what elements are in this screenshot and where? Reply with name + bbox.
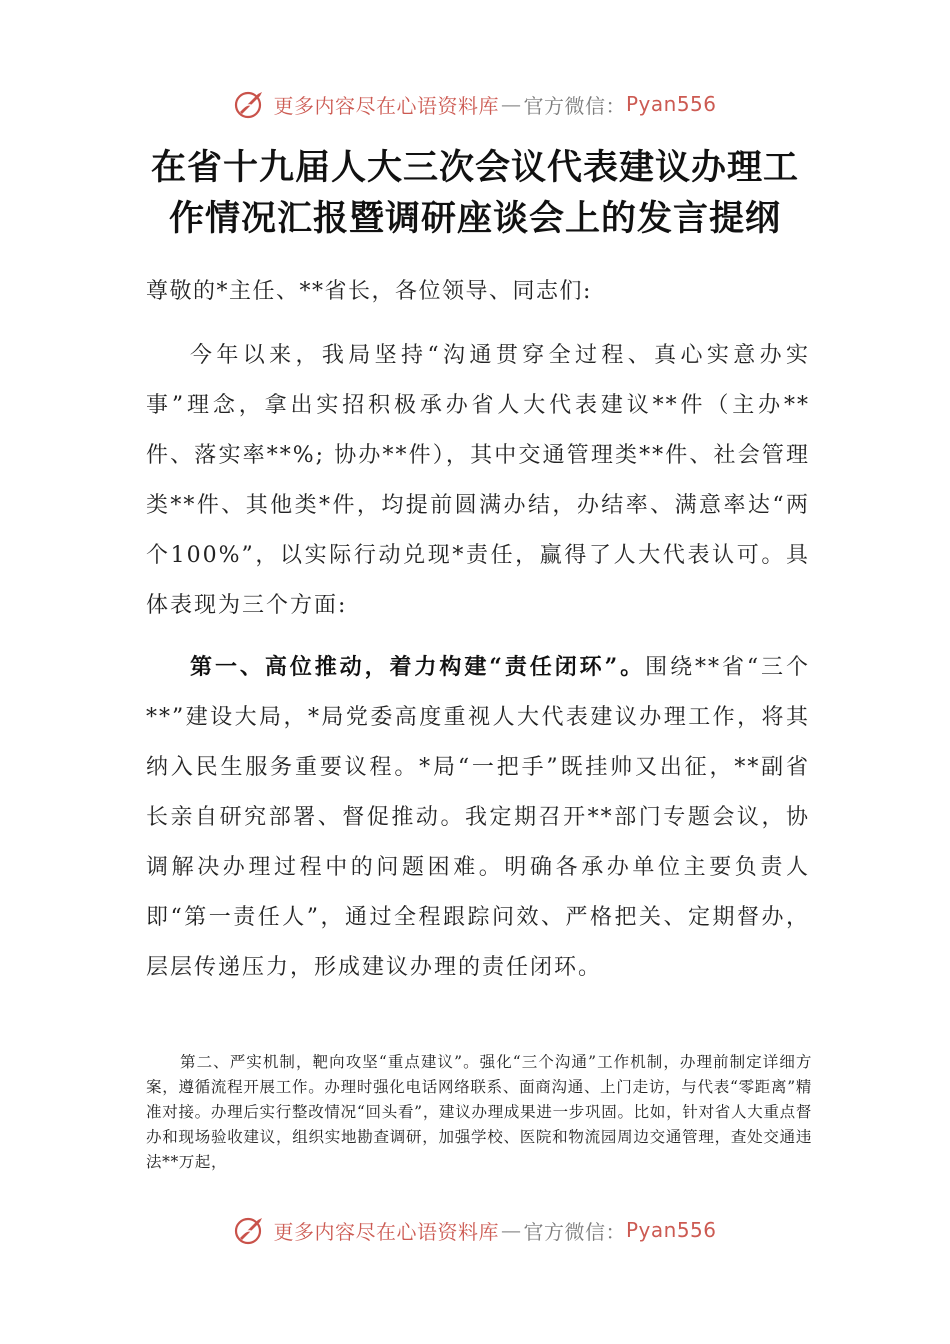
watermark-wechat-id: Pyan556 <box>625 92 717 116</box>
pen-logo-icon <box>233 1213 267 1247</box>
first-point-body: 围绕**省“三个**”建设大局，*局党委高度重视人大代表建议办理工作，将其纳入民生服务重要议程。*局“一把手”既挂帅又出征，**副省长亲自研究部署、督促推动。我定期召开**部门专题会议，协调解决办理过程中的问题困难。明确各承办单位主要负责人即“第一责任人”，通过全程跟踪问效、严格把关、定期督办，层层传递压力，形成建议办理的责任闭环。 <box>146 655 810 980</box>
watermark-dash: — <box>500 92 522 116</box>
watermark-header <box>0 84 950 124</box>
watermark-site-text: 更多内容尽在心语资料库 <box>273 1219 499 1244</box>
first-point-heading: 第一、高位推动，着力构建“责任闭环”。 <box>190 654 646 680</box>
paragraph-second-point: 第二、严实机制，靶向攻坚“重点建议”。强化“三个沟通”工作机制，办理前制定详细方案，遵循流程开展工作。办理时强化电话网络联系、面商沟通、上门走访，与代表“零距离”精准对接。办理后实行整改情况“回头看”，建议办理成果进一步巩固。比如，针对省人大重点督办和现场验收建议，组织实地勘查调研，加强学校、医院和物流园周边交通管理，查处交通违法**万起， <box>146 1053 812 1171</box>
pen-logo-icon <box>233 87 267 121</box>
document-title <box>100 142 850 244</box>
watermark-label: 官方微信： <box>523 1219 626 1244</box>
paragraph-first-point <box>146 642 810 993</box>
watermark-site-text: 更多内容尽在心语资料库 <box>273 93 499 118</box>
title-line-1: 在省十九届人大三次会议代表建议办理工 <box>150 147 799 188</box>
watermark-wechat-id: Pyan556 <box>625 1218 717 1242</box>
watermark-dash: — <box>500 1218 522 1242</box>
title-line-2: 作情况汇报暨调研座谈会上的发言提纲 <box>168 198 781 239</box>
watermark-label: 官方微信： <box>523 93 626 118</box>
watermark-footer <box>0 1210 950 1250</box>
paragraph-intro: 今年以来，我局坚持“沟通贯穿全过程、真心实意办实事”理念，拿出实招积极承办省人大代表建议**件（主办**件、落实率**%; 协办**件），其中交通管理类**件、社会管理类**件、其他类*件，均提前圆满办结，办结率、满意率达“两个100%”，以实际行动兑现*责任，赢得了人大代表认可。具体表现为三个方面: <box>146 343 810 618</box>
salutation: 尊敬的*主任、**省长，各位领导、同志们: <box>146 279 592 304</box>
